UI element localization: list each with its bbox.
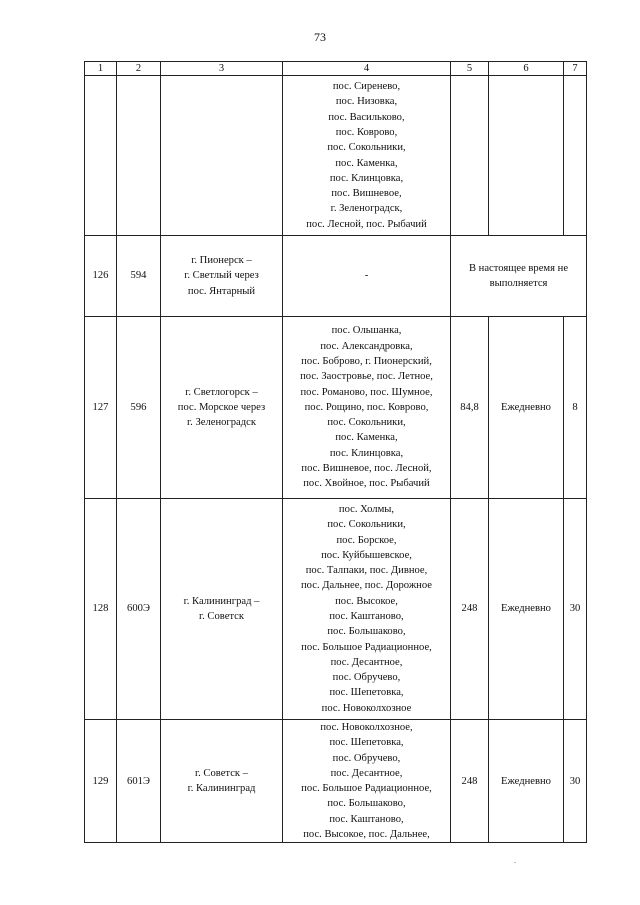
stop-line: пос. Боброво, г. Пионерский, bbox=[301, 355, 432, 367]
stop-line: пос. Хвойное, пос. Рыбачий bbox=[303, 478, 430, 490]
stops-cell bbox=[283, 720, 451, 843]
stop-line: пос. Десантное, bbox=[330, 767, 403, 779]
stops-cell bbox=[283, 76, 451, 236]
column-number: 6 bbox=[489, 62, 564, 76]
row-number-cell bbox=[85, 76, 117, 236]
stop-line: пос. Низовка, bbox=[335, 96, 398, 108]
stop-line: пос. Каштаново, bbox=[329, 813, 404, 825]
row-number-cell: 126 bbox=[85, 236, 117, 317]
trips-cell: 30 bbox=[564, 499, 587, 720]
routes-table bbox=[84, 61, 587, 843]
route-name-line: г. Светлогорск – bbox=[185, 386, 258, 398]
schedule-cell: Ежедневно bbox=[489, 720, 564, 843]
route-name-line: г. Пионерск – bbox=[191, 255, 252, 267]
stop-line: пос. Высокое, пос. Дальнее, bbox=[303, 829, 430, 841]
stop-line: пос. Большое Радиационное, bbox=[301, 783, 432, 795]
stop-line: пос. Ольшанка, bbox=[331, 325, 402, 337]
stop-line: пос. Холмы, bbox=[338, 503, 395, 515]
stop-line: пос. Клинцовка, bbox=[329, 172, 404, 184]
route-name-cell bbox=[161, 499, 283, 720]
stop-line: пос. Новоколхозное bbox=[321, 702, 412, 714]
stop-line: пос. Каштаново, bbox=[329, 611, 404, 622]
stop-line: пос. Рощино, пос. Коврово, bbox=[304, 401, 429, 413]
stops-cell: - bbox=[283, 236, 451, 317]
stop-line: г. Зеленоградск, bbox=[330, 203, 403, 215]
length-cell: 84,8 bbox=[451, 317, 489, 499]
stop-line: пос. Вишневое, пос. Лесной, bbox=[301, 463, 432, 475]
length-cell: 248 bbox=[451, 499, 489, 720]
trips-cell: 30 bbox=[564, 720, 587, 843]
table-row bbox=[85, 76, 587, 236]
scan-mark bbox=[514, 862, 516, 863]
stop-line: пос. Шепетовка, bbox=[329, 737, 404, 749]
stop-line: пос. Обручево, bbox=[332, 752, 401, 764]
row-number-cell: 128 bbox=[85, 499, 117, 720]
stop-line: пос. Сокольники, bbox=[327, 519, 406, 531]
stop-line: пос. Васильково, bbox=[328, 111, 405, 123]
stop-line: пос. Вишневое, bbox=[331, 188, 402, 200]
stop-line: пос. Заостровье, пос. Летное, bbox=[300, 371, 433, 383]
route-name-line: г. Зеленоградск bbox=[187, 417, 256, 429]
stop-line: пос. Каменка, bbox=[335, 157, 398, 169]
stop-line: пос. Лесной, пос. Рыбачий bbox=[306, 218, 427, 230]
route-number-cell: 594 bbox=[117, 236, 161, 317]
stop-line: пос. Борское, bbox=[336, 534, 397, 546]
column-number: 4 bbox=[283, 62, 451, 76]
stop-line: пос. Романово, пос. Шумное, bbox=[300, 386, 433, 398]
schedule-cell: Ежедневно bbox=[489, 499, 564, 720]
route-name-line: пос. Морское через bbox=[177, 401, 266, 413]
stop-line: пос. Обручево, bbox=[332, 672, 401, 684]
route-name-line: г. Советск – bbox=[194, 767, 248, 779]
schedule-cell: Ежедневно bbox=[489, 317, 564, 499]
table-row bbox=[85, 720, 587, 843]
stop-line: пос. Большаково, bbox=[327, 798, 406, 810]
stop-line: пос. Высокое, bbox=[335, 595, 398, 607]
schedule-cell bbox=[489, 76, 564, 236]
status-note-cell bbox=[451, 236, 587, 317]
stop-line: пос. Большаково, bbox=[327, 626, 406, 638]
trips-cell: 8 bbox=[564, 317, 587, 499]
route-number-cell bbox=[117, 76, 161, 236]
page-number: 73 bbox=[314, 30, 326, 44]
column-number: 3 bbox=[161, 62, 283, 76]
route-name-line: пос. Янтарный bbox=[187, 285, 256, 297]
route-name-line: г. Калининград bbox=[187, 783, 256, 795]
length-cell bbox=[451, 76, 489, 236]
column-number-row bbox=[85, 62, 587, 76]
stop-line: пос. Коврово, bbox=[335, 126, 398, 138]
status-note-line: выполняется bbox=[489, 278, 548, 289]
stop-line: пос. Каменка, bbox=[335, 432, 398, 444]
route-name-line: г. Советск bbox=[198, 611, 245, 622]
stop-line: пос. Александровка, bbox=[320, 340, 413, 352]
table-row bbox=[85, 236, 587, 317]
row-number-cell: 129 bbox=[85, 720, 117, 843]
stop-line: пос. Дальнее, пос. Дорожное bbox=[301, 580, 432, 592]
column-number: 5 bbox=[451, 62, 489, 76]
route-number-cell: 600Э bbox=[117, 499, 161, 720]
stop-line: пос. Куйбышевское, bbox=[321, 549, 412, 561]
stops-cell bbox=[283, 499, 451, 720]
table-row bbox=[85, 317, 587, 499]
route-number-cell: 596 bbox=[117, 317, 161, 499]
stop-line: пос. Талпаки, пос. Дивное, bbox=[305, 565, 428, 577]
stop-line: пос. Сиренево, bbox=[332, 81, 401, 93]
route-name-cell bbox=[161, 236, 283, 317]
row-number-cell: 127 bbox=[85, 317, 117, 499]
route-name-cell bbox=[161, 76, 283, 236]
route-name-cell bbox=[161, 720, 283, 843]
column-number: 7 bbox=[564, 62, 587, 76]
stop-line: пос. Десантное, bbox=[330, 656, 403, 668]
stop-line: пос. Клинцовка, bbox=[329, 447, 404, 459]
status-note-line: В настоящее время не bbox=[468, 262, 569, 274]
column-number: 1 bbox=[85, 62, 117, 76]
stop-line: пос. Шепетовка, bbox=[329, 687, 404, 699]
stop-line: пос. Большое Радиационное, bbox=[301, 641, 432, 653]
length-cell: 248 bbox=[451, 720, 489, 843]
route-name-cell bbox=[161, 317, 283, 499]
stops-cell bbox=[283, 317, 451, 499]
table-row bbox=[85, 499, 587, 720]
stop-line: пос. Сокольники, bbox=[327, 417, 406, 429]
route-name-line: г. Калининград – bbox=[183, 595, 260, 607]
trips-cell bbox=[564, 76, 587, 236]
column-number: 2 bbox=[117, 62, 161, 76]
stop-line: пос. Сокольники, bbox=[327, 142, 406, 154]
route-name-line: г. Светлый через bbox=[184, 270, 259, 282]
route-number-cell: 601Э bbox=[117, 720, 161, 843]
stop-line: пос. Новоколхозное, bbox=[320, 722, 413, 733]
